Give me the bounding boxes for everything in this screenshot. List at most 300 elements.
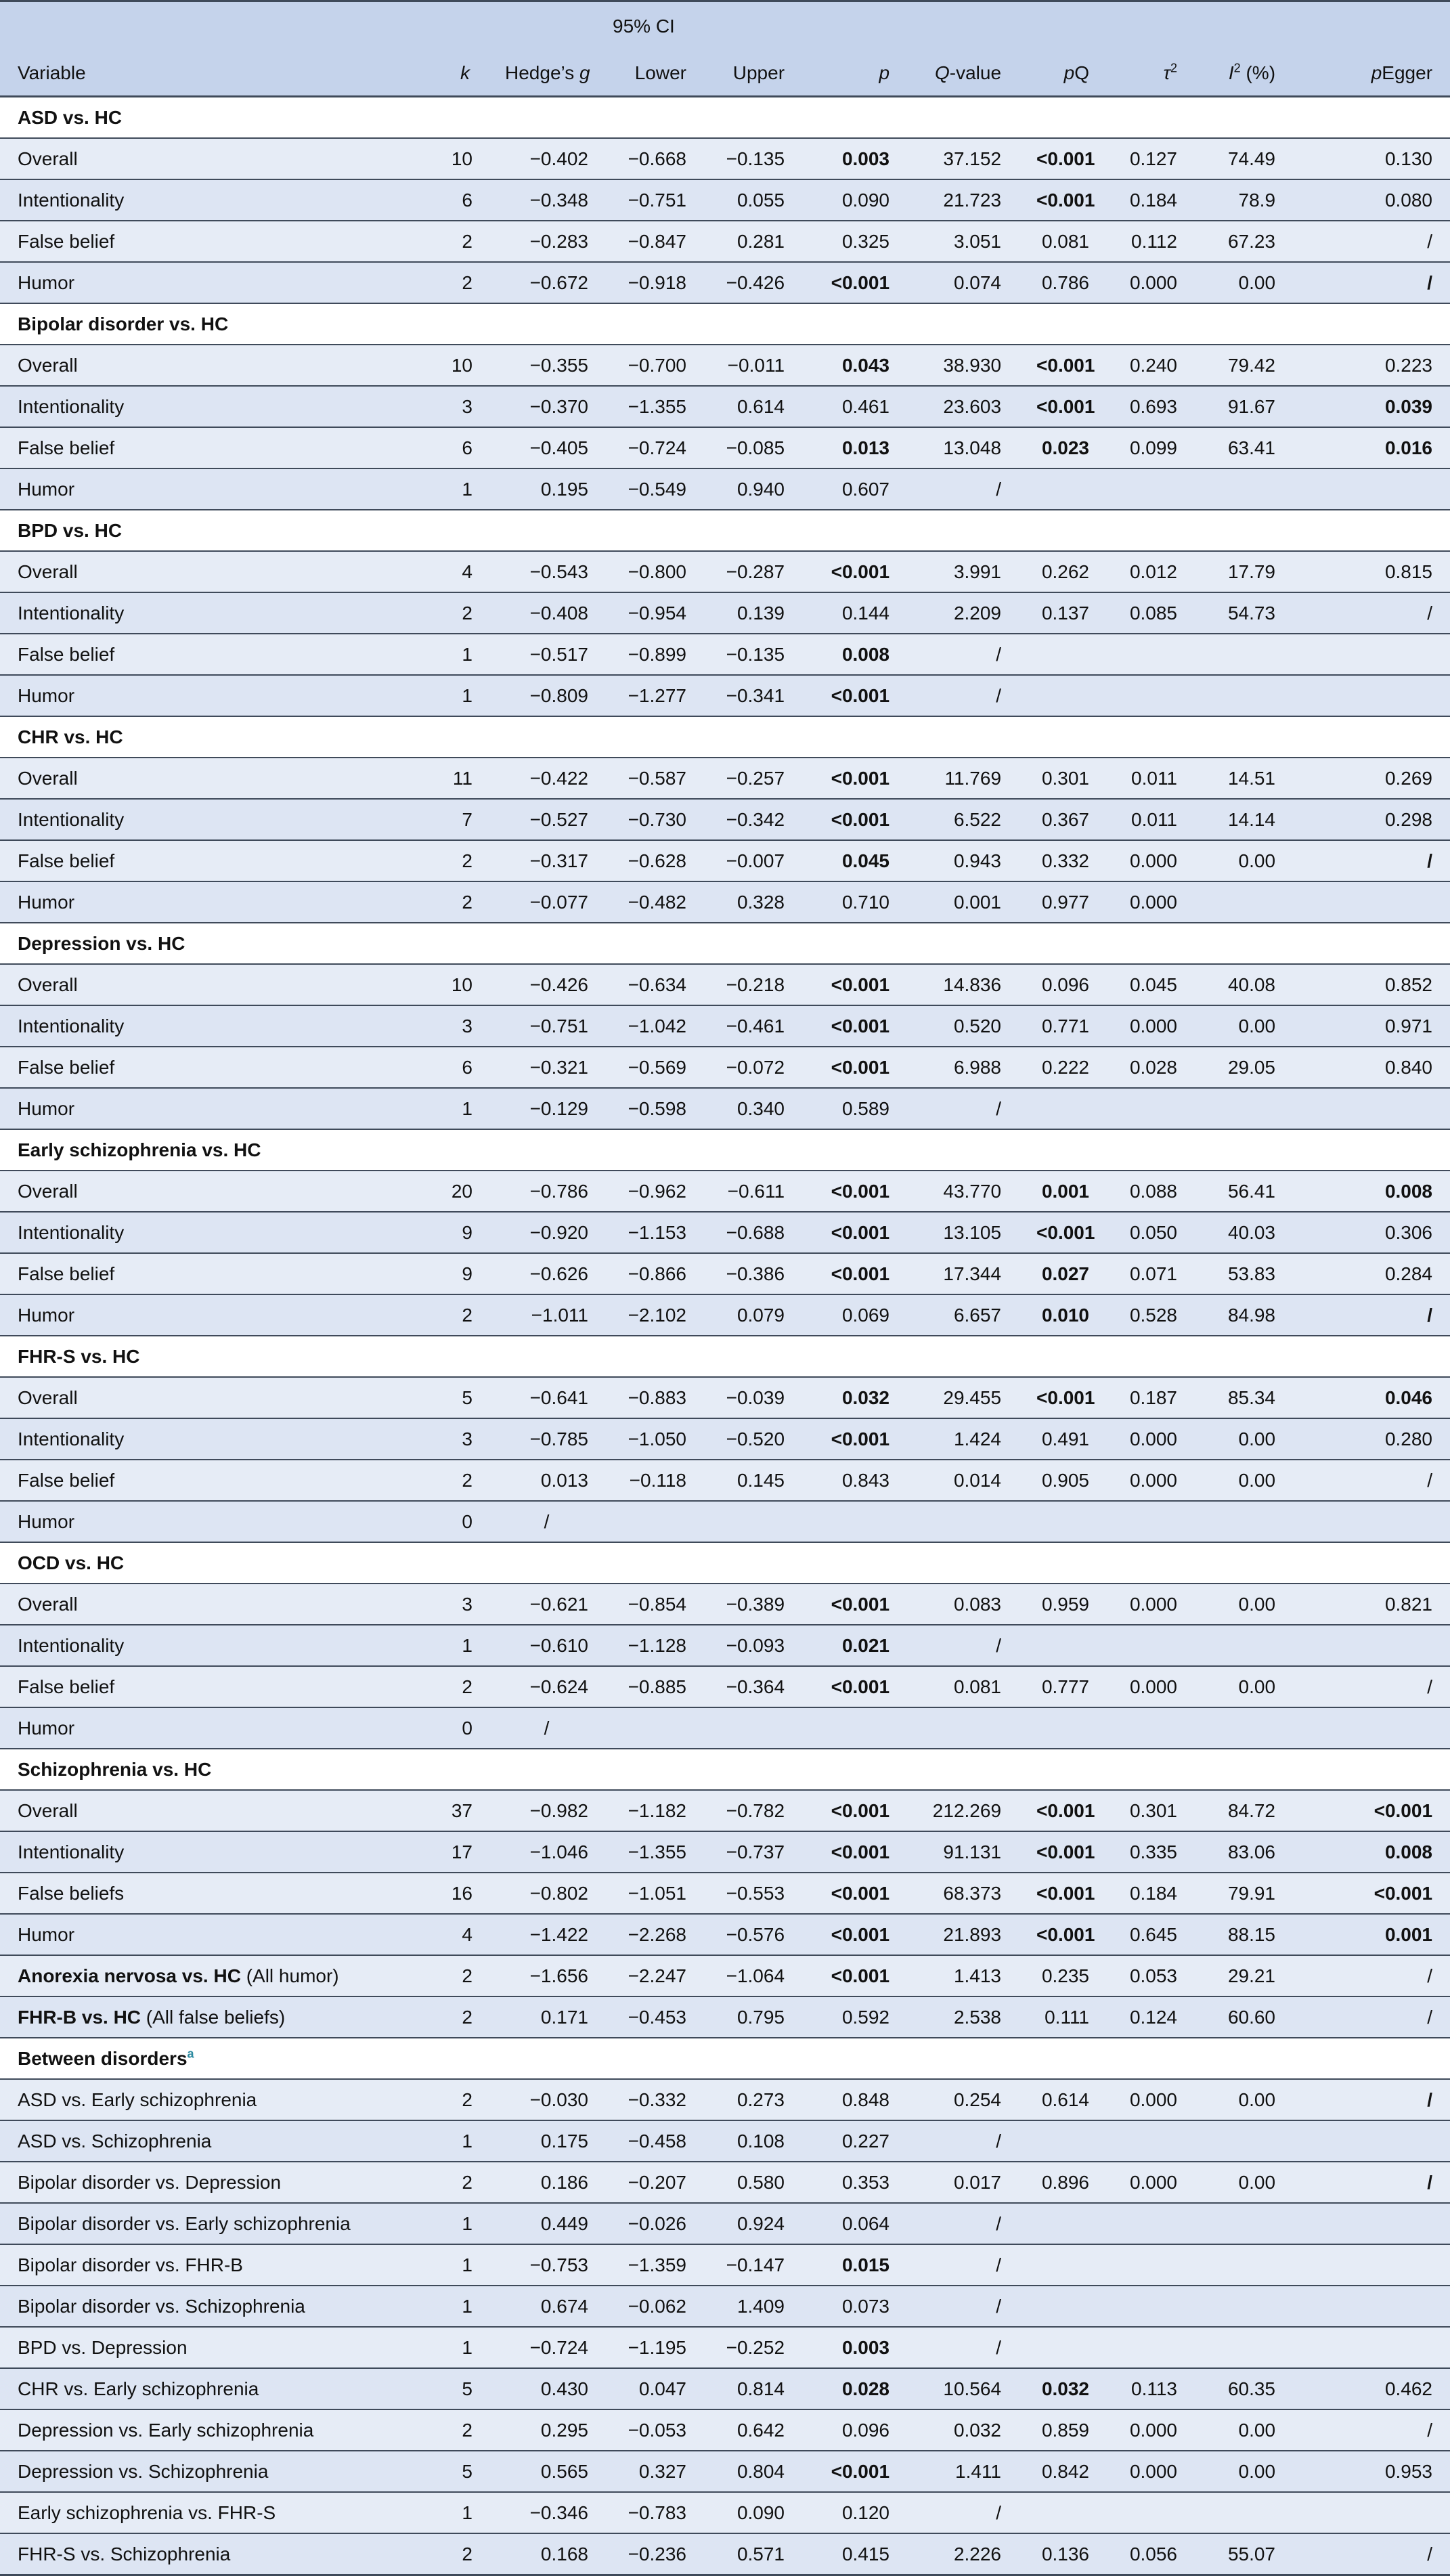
- table-cell: 0.953: [1293, 2451, 1450, 2492]
- table-cell: 0.130: [1293, 138, 1450, 179]
- table-cell: −0.236: [606, 2533, 704, 2575]
- table-cell: <0.001: [802, 1955, 907, 1996]
- row-label: Intentionality: [0, 592, 426, 634]
- table-cell: −1.182: [606, 1790, 704, 1831]
- table-cell: 0.195: [487, 468, 606, 510]
- table-cell: 91.67: [1195, 386, 1293, 427]
- table-cell: 0.859: [1019, 2409, 1107, 2451]
- table-cell: 13.048: [907, 427, 1019, 468]
- table-cell: 1: [426, 2492, 487, 2533]
- table-cell: 0.607: [802, 468, 907, 510]
- table-cell: −0.610: [487, 1625, 606, 1666]
- table-cell: 0.00: [1195, 2451, 1293, 2492]
- table-cell: −0.283: [487, 221, 606, 262]
- table-cell: 0.108: [704, 2120, 802, 2162]
- table-cell: −0.751: [487, 1005, 606, 1047]
- table-cell: [1107, 468, 1195, 510]
- table-cell: <0.001: [1019, 179, 1107, 221]
- group-header-row: [0, 716, 1450, 758]
- table-cell: 0.273: [704, 2079, 802, 2120]
- table-cell: 0.235: [1019, 1955, 1107, 1996]
- table-cell: 0.003: [802, 138, 907, 179]
- table-cell: <0.001: [802, 964, 907, 1005]
- table-row: [0, 2120, 1450, 2162]
- table-row: [0, 1707, 1450, 1749]
- table-cell: 1: [426, 1088, 487, 1129]
- table-cell: [1293, 634, 1450, 675]
- table-cell: −0.332: [606, 2079, 704, 2120]
- table-cell: 0.000: [1107, 2409, 1195, 2451]
- table-cell: 0.580: [704, 2162, 802, 2203]
- table-cell: 0.056: [1107, 2533, 1195, 2575]
- table-cell: 0.000: [1107, 1584, 1195, 1625]
- table-cell: [1293, 1625, 1450, 1666]
- table-cell: 0.449: [487, 2203, 606, 2244]
- table-row: [0, 1501, 1450, 1542]
- table-cell: 1: [426, 1625, 487, 1666]
- table-cell: −0.342: [704, 799, 802, 840]
- table-cell: −1.656: [487, 1955, 606, 1996]
- table-cell: 0.00: [1195, 1418, 1293, 1460]
- table-cell: 84.72: [1195, 1790, 1293, 1831]
- table-cell: 0.977: [1019, 881, 1107, 923]
- table-cell: [1019, 1088, 1107, 1129]
- table-cell: [606, 1707, 704, 1749]
- row-label: BPD vs. Depression: [0, 2327, 426, 2368]
- table-cell: 0.332: [1019, 840, 1107, 881]
- table-cell: 3: [426, 1005, 487, 1047]
- table-cell: [907, 1707, 1019, 1749]
- table-row: [0, 1171, 1450, 1212]
- table-cell: 1: [426, 2203, 487, 2244]
- table-cell: /: [487, 1707, 606, 1749]
- table-row: [0, 2203, 1450, 2244]
- table-cell: −0.553: [704, 1873, 802, 1914]
- table-cell: −0.030: [487, 2079, 606, 2120]
- table-row: [0, 1666, 1450, 1707]
- table-cell: 2: [426, 1955, 487, 1996]
- table-cell: [1293, 2286, 1450, 2327]
- table-cell: −0.587: [606, 758, 704, 799]
- table-row: [0, 2286, 1450, 2327]
- table-cell: /: [907, 1625, 1019, 1666]
- table-cell: 67.23: [1195, 221, 1293, 262]
- row-label: False belief: [0, 1666, 426, 1707]
- table-cell: −0.628: [606, 840, 704, 881]
- table-cell: 0.815: [1293, 551, 1450, 592]
- table-row: [0, 1996, 1450, 2038]
- group-label-text: Between disorders: [18, 2048, 188, 2069]
- group-label: [0, 923, 1450, 964]
- table-cell: 0.614: [704, 386, 802, 427]
- table-cell: /: [907, 2244, 1019, 2286]
- table-cell: [1195, 2286, 1293, 2327]
- table-cell: 0.184: [1107, 1873, 1195, 1914]
- table-cell: −0.918: [606, 262, 704, 303]
- group-label-text: Early schizophrenia vs. HC: [18, 1139, 261, 1160]
- table-cell: 0.014: [907, 1460, 1019, 1501]
- table-cell: /: [1293, 2162, 1450, 2203]
- table-cell: 0.096: [1019, 964, 1107, 1005]
- table-cell: 9: [426, 1253, 487, 1294]
- table-cell: −0.147: [704, 2244, 802, 2286]
- table-cell: −0.724: [606, 427, 704, 468]
- table-cell: 6: [426, 427, 487, 468]
- table-cell: [1195, 2327, 1293, 2368]
- table-cell: [1293, 2492, 1450, 2533]
- table-row: [0, 1955, 1450, 1996]
- table-cell: /: [1293, 840, 1450, 881]
- table-cell: 0.021: [802, 1625, 907, 1666]
- table-cell: −0.883: [606, 1377, 704, 1418]
- row-label: Humor: [0, 1914, 426, 1955]
- table-row: [0, 1294, 1450, 1336]
- table-cell: 0: [426, 1707, 487, 1749]
- table-cell: 2: [426, 1460, 487, 1501]
- table-row: [0, 221, 1450, 262]
- table-cell: −0.783: [606, 2492, 704, 2533]
- table-cell: /: [1293, 2533, 1450, 2575]
- table-cell: <0.001: [1293, 1790, 1450, 1831]
- table-row: [0, 427, 1450, 468]
- table-cell: 0.112: [1107, 221, 1195, 262]
- table-cell: −0.982: [487, 1790, 606, 1831]
- table-cell: /: [1293, 592, 1450, 634]
- table-cell: 0.298: [1293, 799, 1450, 840]
- group-label-text: ASD vs. HC: [18, 107, 123, 128]
- table-cell: −0.668: [606, 138, 704, 179]
- table-cell: [1195, 1707, 1293, 1749]
- table-cell: [907, 1501, 1019, 1542]
- table-cell: <0.001: [1019, 1914, 1107, 1955]
- table-cell: [1293, 468, 1450, 510]
- table-cell: 0.111: [1019, 1996, 1107, 2038]
- table-cell: 16: [426, 1873, 487, 1914]
- table-cell: −0.962: [606, 1171, 704, 1212]
- table-cell: /: [907, 2120, 1019, 2162]
- table-cell: /: [907, 2286, 1019, 2327]
- table-row: [0, 758, 1450, 799]
- table-cell: 0.814: [704, 2368, 802, 2409]
- table-cell: 0.940: [704, 468, 802, 510]
- table-cell: 0.528: [1107, 1294, 1195, 1336]
- table-cell: 2: [426, 592, 487, 634]
- table-cell: 0.710: [802, 881, 907, 923]
- table-cell: 0.000: [1107, 2079, 1195, 2120]
- group-label-text: Depression vs. HC: [18, 933, 185, 954]
- table-cell: 78.9: [1195, 179, 1293, 221]
- table-row: [0, 2368, 1450, 2409]
- table-cell: 0.592: [802, 1996, 907, 2038]
- table-row: [0, 1212, 1450, 1253]
- table-cell: 0.842: [1019, 2451, 1107, 2492]
- table-cell: −0.422: [487, 758, 606, 799]
- table-cell: 0.843: [802, 1460, 907, 1501]
- table-cell: 56.41: [1195, 1171, 1293, 1212]
- table-cell: 0.008: [802, 634, 907, 675]
- col-header-upper: Upper: [704, 51, 802, 97]
- table-cell: 14.836: [907, 964, 1019, 1005]
- row-label-bold: FHR-B vs. HC: [18, 2007, 141, 2028]
- row-label: Intentionality: [0, 1418, 426, 1460]
- table-cell: −1.277: [606, 675, 704, 716]
- table-cell: 0.001: [1019, 1171, 1107, 1212]
- table-cell: [1195, 468, 1293, 510]
- table-row: [0, 881, 1450, 923]
- table-cell: 1.409: [704, 2286, 802, 2327]
- group-label-text: Schizophrenia vs. HC: [18, 1759, 212, 1780]
- table-cell: 74.49: [1195, 138, 1293, 179]
- table-cell: 1.411: [907, 2451, 1019, 2492]
- table-cell: 0.227: [802, 2120, 907, 2162]
- table-cell: 91.131: [907, 1831, 1019, 1873]
- table-cell: 0.589: [802, 1088, 907, 1129]
- table-row: [0, 2492, 1450, 2533]
- table-cell: −0.576: [704, 1914, 802, 1955]
- row-label: False beliefs: [0, 1873, 426, 1914]
- table-cell: 0.00: [1195, 1460, 1293, 1501]
- table-cell: 0.301: [1107, 1790, 1195, 1831]
- row-label: Intentionality: [0, 1625, 426, 1666]
- table-cell: 0.415: [802, 2533, 907, 2575]
- table-cell: 0.240: [1107, 345, 1195, 386]
- table-cell: 5: [426, 2368, 487, 2409]
- table-cell: 0.171: [487, 1996, 606, 2038]
- table-row: [0, 345, 1450, 386]
- row-label: Intentionality: [0, 1212, 426, 1253]
- table-cell: 0.000: [1107, 1418, 1195, 1460]
- table-row: [0, 2451, 1450, 2492]
- table-cell: 0.080: [1293, 179, 1450, 221]
- table-cell: <0.001: [802, 758, 907, 799]
- table-cell: −1.355: [606, 1831, 704, 1873]
- table-cell: 13.105: [907, 1212, 1019, 1253]
- table-cell: 0.943: [907, 840, 1019, 881]
- table-cell: −1.046: [487, 1831, 606, 1873]
- table-cell: −0.611: [704, 1171, 802, 1212]
- table-cell: 0.027: [1019, 1253, 1107, 1294]
- group-header-row: [0, 923, 1450, 964]
- table-cell: <0.001: [802, 1584, 907, 1625]
- group-label: [0, 510, 1450, 551]
- table-cell: 0.073: [802, 2286, 907, 2327]
- table-cell: 11.769: [907, 758, 1019, 799]
- table-cell: −0.461: [704, 1005, 802, 1047]
- table-cell: 0.430: [487, 2368, 606, 2409]
- table-cell: 3: [426, 1584, 487, 1625]
- table-cell: −0.520: [704, 1418, 802, 1460]
- group-header-row: [0, 1336, 1450, 1377]
- table-row: [0, 675, 1450, 716]
- table-cell: −0.257: [704, 758, 802, 799]
- table-cell: 2: [426, 1294, 487, 1336]
- table-cell: 2.209: [907, 592, 1019, 634]
- table-cell: /: [1293, 221, 1450, 262]
- row-label: Humor: [0, 1501, 426, 1542]
- table-cell: 11: [426, 758, 487, 799]
- table-cell: 83.06: [1195, 1831, 1293, 1873]
- table-cell: /: [907, 634, 1019, 675]
- table-cell: 0.614: [1019, 2079, 1107, 2120]
- table-cell: −0.672: [487, 262, 606, 303]
- row-label: Intentionality: [0, 799, 426, 840]
- table-cell: −0.252: [704, 2327, 802, 2368]
- table-cell: −0.077: [487, 881, 606, 923]
- table-cell: [1107, 1088, 1195, 1129]
- table-cell: −0.634: [606, 964, 704, 1005]
- table-cell: −0.053: [606, 2409, 704, 2451]
- row-label: Humor: [0, 1088, 426, 1129]
- table-cell: [1195, 1625, 1293, 1666]
- table-cell: 0.000: [1107, 1005, 1195, 1047]
- table-cell: <0.001: [802, 262, 907, 303]
- group-header-row: [0, 510, 1450, 551]
- col-header-hedges-g: Hedge’s g: [487, 51, 606, 97]
- table-cell: 0.00: [1195, 2079, 1293, 2120]
- table-cell: <0.001: [1019, 1873, 1107, 1914]
- table-row: [0, 2327, 1450, 2368]
- table-cell: 2: [426, 1666, 487, 1707]
- table-cell: 10: [426, 345, 487, 386]
- row-label: False belief: [0, 1253, 426, 1294]
- table-cell: 7: [426, 799, 487, 840]
- table-cell: 0.064: [802, 2203, 907, 2244]
- table-cell: 29.455: [907, 1377, 1019, 1418]
- table-cell: 1: [426, 2327, 487, 2368]
- table-cell: <0.001: [802, 1831, 907, 1873]
- table-cell: 0.047: [606, 2368, 704, 2409]
- table-cell: <0.001: [1019, 386, 1107, 427]
- table-cell: 0.023: [1019, 427, 1107, 468]
- table-cell: −0.405: [487, 427, 606, 468]
- table-cell: 37: [426, 1790, 487, 1831]
- table-body: [0, 1, 1450, 2575]
- table-cell: 2: [426, 2533, 487, 2575]
- col-header-i2: $I^2$ (%): [1195, 51, 1293, 97]
- table-cell: 63.41: [1195, 427, 1293, 468]
- group-label-text: CHR vs. HC: [18, 726, 123, 747]
- table-cell: 43.770: [907, 1171, 1019, 1212]
- group-header-row: [0, 97, 1450, 139]
- table-cell: 5: [426, 2451, 487, 2492]
- table-cell: −0.621: [487, 1584, 606, 1625]
- table-cell: 0.032: [802, 1377, 907, 1418]
- table-cell: [606, 1501, 704, 1542]
- table-cell: 0.045: [1107, 964, 1195, 1005]
- table-cell: 37.152: [907, 138, 1019, 179]
- col-header-lower: Lower: [606, 51, 704, 97]
- col-header-pq: pQ: [1019, 51, 1107, 97]
- table-cell: 0.327: [606, 2451, 704, 2492]
- table-cell: −0.408: [487, 592, 606, 634]
- table-cell: 2: [426, 881, 487, 923]
- table-cell: 3.051: [907, 221, 1019, 262]
- table-row: [0, 2409, 1450, 2451]
- table-cell: 0.012: [1107, 551, 1195, 592]
- table-cell: 5: [426, 1377, 487, 1418]
- table-cell: 0.000: [1107, 262, 1195, 303]
- table-cell: 84.98: [1195, 1294, 1293, 1336]
- table-cell: [802, 1501, 907, 1542]
- group-label-text: OCD vs. HC: [18, 1552, 125, 1573]
- row-label: False belief: [0, 221, 426, 262]
- table-cell: 0.032: [907, 2409, 1019, 2451]
- row-label: Overall: [0, 1790, 426, 1831]
- row-label: FHR-S vs. Schizophrenia: [0, 2533, 426, 2575]
- table-cell: 79.91: [1195, 1873, 1293, 1914]
- table-cell: 0.008: [1293, 1171, 1450, 1212]
- table-cell: [704, 1501, 802, 1542]
- table-cell: 68.373: [907, 1873, 1019, 1914]
- table-row: [0, 386, 1450, 427]
- table-cell: 6.522: [907, 799, 1019, 840]
- row-label-bold: Anorexia nervosa vs. HC: [18, 1965, 241, 1986]
- table-cell: 0.971: [1293, 1005, 1450, 1047]
- table-cell: 1: [426, 2286, 487, 2327]
- table-cell: 0.028: [802, 2368, 907, 2409]
- table-cell: −0.899: [606, 634, 704, 675]
- row-label: [0, 1996, 426, 2038]
- table-cell: −0.782: [704, 1790, 802, 1831]
- table-cell: 0.127: [1107, 138, 1195, 179]
- table-cell: 0.001: [907, 881, 1019, 923]
- table-cell: 40.03: [1195, 1212, 1293, 1253]
- table-cell: [1019, 675, 1107, 716]
- row-label: ASD vs. Schizophrenia: [0, 2120, 426, 2162]
- table-cell: [1293, 2120, 1450, 2162]
- table-cell: 0.184: [1107, 179, 1195, 221]
- table-cell: 0.050: [1107, 1212, 1195, 1253]
- table-cell: [1019, 2120, 1107, 2162]
- table-cell: −0.809: [487, 675, 606, 716]
- table-cell: −0.355: [487, 345, 606, 386]
- table-cell: −0.218: [704, 964, 802, 1005]
- table-cell: <0.001: [802, 675, 907, 716]
- table-cell: 0.001: [1293, 1914, 1450, 1955]
- table-cell: 0.269: [1293, 758, 1450, 799]
- table-cell: −0.527: [487, 799, 606, 840]
- table-cell: 0.771: [1019, 1005, 1107, 1047]
- table-cell: 3.991: [907, 551, 1019, 592]
- table-cell: 2: [426, 1996, 487, 2038]
- table-cell: 38.930: [907, 345, 1019, 386]
- table-cell: 4: [426, 551, 487, 592]
- group-label: [0, 1129, 1450, 1171]
- table-cell: 0.043: [802, 345, 907, 386]
- row-label: Humor: [0, 1294, 426, 1336]
- table-cell: 0.852: [1293, 964, 1450, 1005]
- table-cell: −0.624: [487, 1666, 606, 1707]
- table-cell: [1019, 2286, 1107, 2327]
- row-label: Intentionality: [0, 386, 426, 427]
- table-cell: 40.08: [1195, 964, 1293, 1005]
- group-header-row: [0, 2038, 1450, 2079]
- table-cell: 60.60: [1195, 1996, 1293, 2038]
- table-cell: 88.15: [1195, 1914, 1293, 1955]
- table-cell: 0: [426, 1501, 487, 1542]
- table-cell: −1.128: [606, 1625, 704, 1666]
- table-cell: [1107, 2244, 1195, 2286]
- table-cell: −0.135: [704, 634, 802, 675]
- table-cell: 0.804: [704, 2451, 802, 2492]
- table-cell: −0.569: [606, 1047, 704, 1088]
- table-cell: −0.543: [487, 551, 606, 592]
- table-cell: 0.645: [1107, 1914, 1195, 1955]
- table-cell: 1.424: [907, 1418, 1019, 1460]
- table-cell: /: [1293, 1996, 1450, 2038]
- table-cell: 0.325: [802, 221, 907, 262]
- table-cell: −1.042: [606, 1005, 704, 1047]
